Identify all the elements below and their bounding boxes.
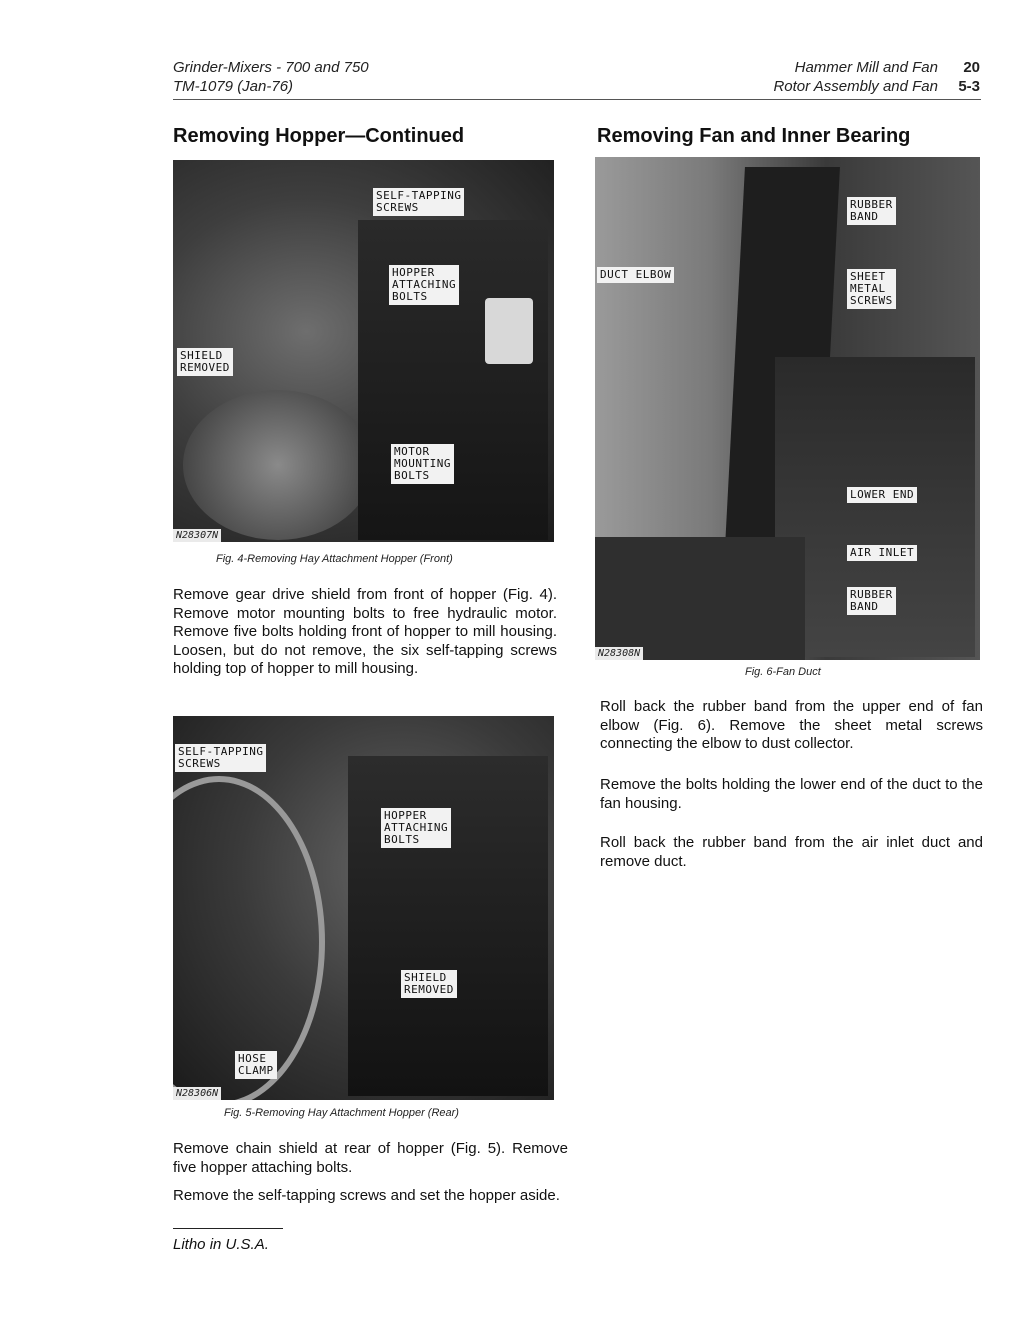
left-paragraph-3: Remove the self-tapping screws and set the hopper aside. [173, 1187, 560, 1204]
fig5-label-hopper-bolts: HOPPER ATTACHING BOLTS [381, 808, 451, 848]
group-title: Rotor Assembly and Fan [773, 78, 938, 95]
hopper-rear-shape [348, 756, 548, 1096]
fig4-caption: Fig. 4-Removing Hay Attachment Hopper (Front) [216, 553, 453, 565]
fig4-label-self-tapping: SELF-TAPPING SCREWS [373, 188, 464, 216]
section-title: Hammer Mill and Fan [794, 59, 938, 76]
fig4-label-hopper-bolts: HOPPER ATTACHING BOLTS [389, 265, 459, 305]
left-heading: Removing Hopper—Continued [173, 125, 465, 147]
footer-rule [173, 1228, 283, 1229]
right-paragraph-3: Roll back the rubber band from the air inlet duct and remove duct. [600, 834, 983, 870]
fig4-label-motor-bolts: MOTOR MOUNTING BOLTS [391, 444, 454, 484]
fig6-label-lower-end: LOWER END [847, 487, 917, 503]
deer-logo-icon [485, 298, 533, 364]
gear-shape [183, 390, 373, 540]
fig5-photo [173, 716, 554, 1100]
fig5-label-shield: SHIELD REMOVED [401, 970, 457, 998]
fig4-negative-number: N28307N [173, 529, 221, 542]
header-right [640, 58, 980, 96]
right-paragraph-2: Remove the bolts holding the lower end of the duct to the fan housing. [600, 776, 983, 812]
page-number: 5-3 [958, 78, 980, 95]
section-number: 20 [963, 59, 980, 76]
fig6-negative-number: N28308N [595, 647, 643, 660]
right-heading: Removing Fan and Inner Bearing [597, 125, 911, 147]
litho-note: Litho in U.S.A. [173, 1236, 269, 1253]
left-paragraph-2: Remove chain shield at rear of hopper (Fig. 5). Remove five hopper attaching bolts. [173, 1140, 568, 1176]
fig6-caption: Fig. 6-Fan Duct [745, 666, 821, 678]
fig5-negative-number: N28306N [173, 1087, 221, 1100]
manual-number: TM-1079 (Jan-76) [173, 78, 294, 95]
header-left [173, 58, 369, 96]
fig6-photo [595, 157, 980, 660]
fig6-label-sheet-metal: SHEET METAL SCREWS [847, 269, 896, 309]
fig6-label-air-inlet: AIR INLET [847, 545, 917, 561]
fig5-label-hose-clamp: HOSE CLAMP [235, 1051, 277, 1079]
fig6-label-duct-elbow: DUCT ELBOW [597, 267, 674, 283]
fig5-label-self-tapping: SELF-TAPPING SCREWS [175, 744, 266, 772]
air-inlet-shape [595, 537, 805, 660]
right-paragraph-1: Roll back the rubber band from the upper end of fan elbow (Fig. 6). Remove the sheet metal screws connecting the elbow to dust collector. [600, 698, 983, 752]
fig6-label-rubber-band: RUBBER BAND [847, 197, 896, 225]
fig4-label-shield: SHIELD REMOVED [177, 348, 233, 376]
left-paragraph-1: Remove gear drive shield from front of hopper (Fig. 4). Remove motor mounting bolts to free hydraulic motor. Remove five bolts holding front of hopper to mill housing. Loosen, but do not remove, the six self-tapping screws holding top of hopper to mill housing. [173, 586, 557, 677]
fig4-photo [173, 160, 554, 542]
fig6-label-rubber-band-2: RUBBER BAND [847, 587, 896, 615]
header-rule [173, 99, 981, 100]
fig5-caption: Fig. 5-Removing Hay Attachment Hopper (Rear) [224, 1107, 459, 1119]
manual-title: Grinder-Mixers - 700 and 750 [173, 59, 369, 76]
